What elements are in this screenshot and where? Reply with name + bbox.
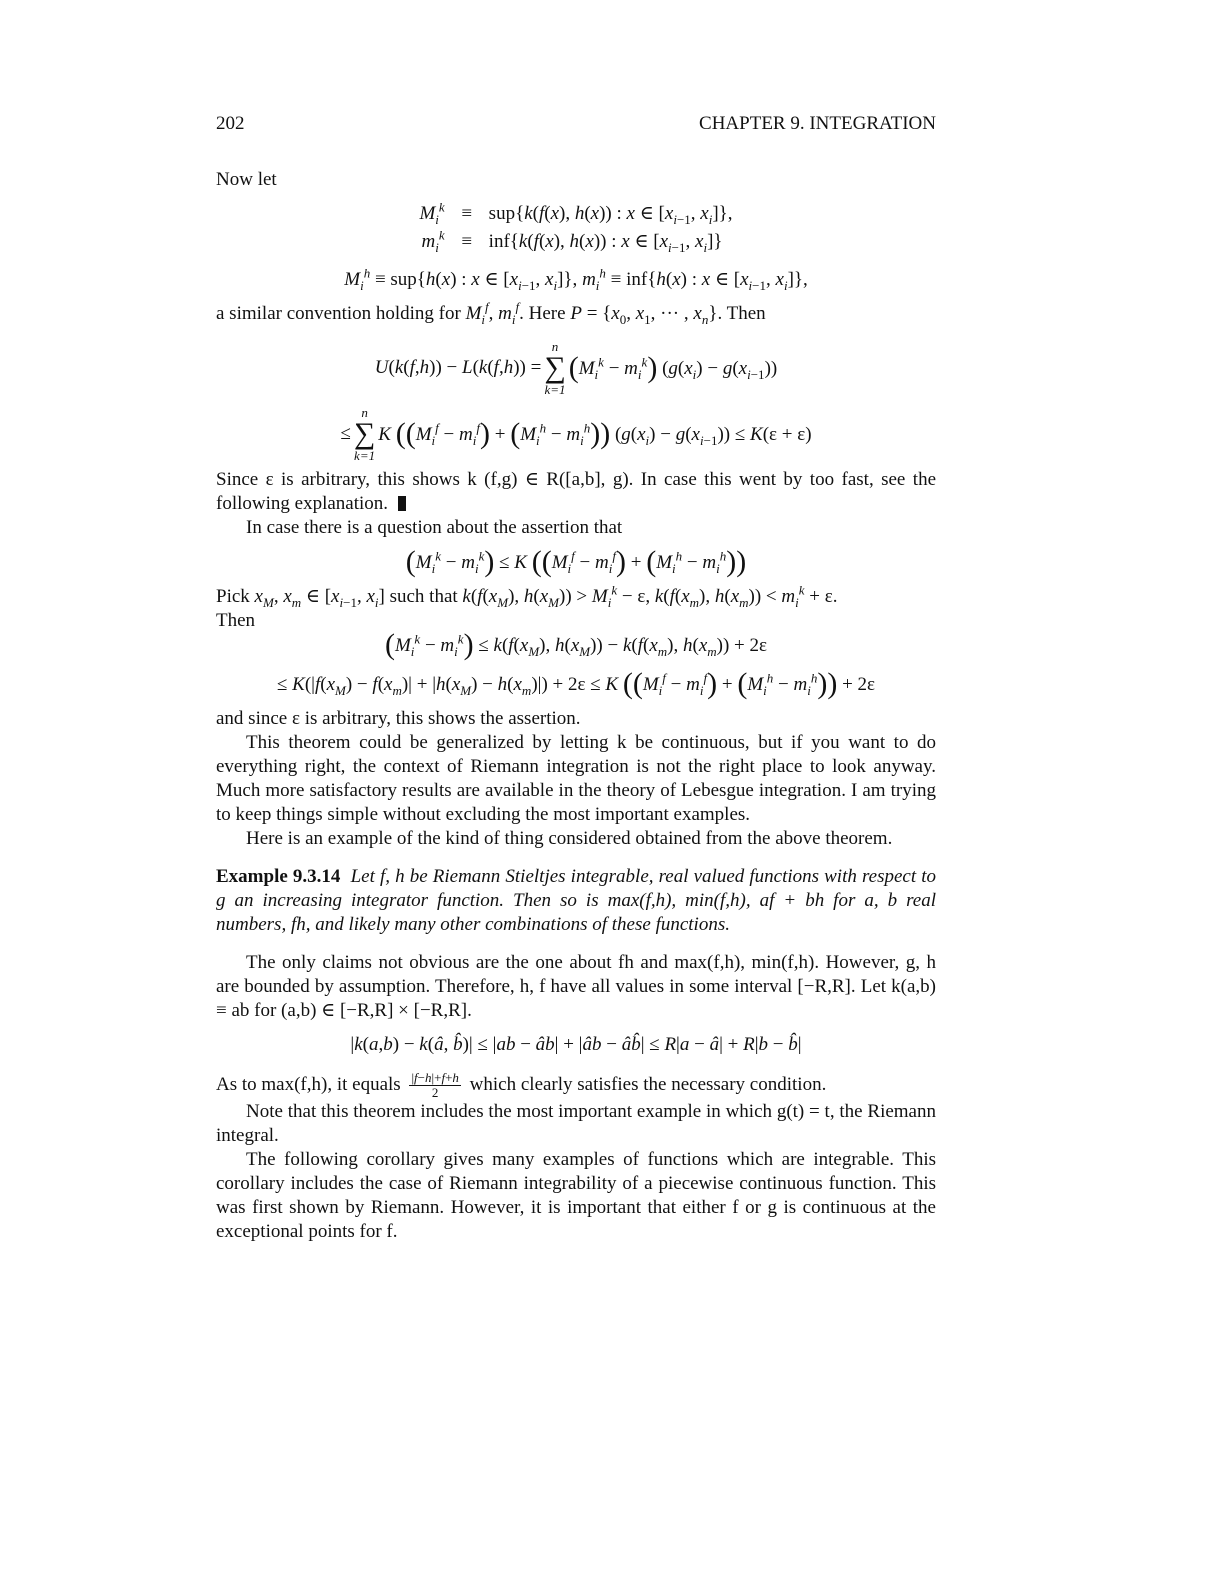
page-body	[216, 168, 936, 1244]
paragraph-generalization: This theorem could be generalized by letting k be continuous, but if you want to do everything right, the context of Riemann integration is not the right place to look anyway. Much more satisfactory results are available in the theory of Lebesgue integration. I am trying to keep things simple without excluding the most important examples.	[216, 732, 936, 825]
chapter-title: CHAPTER 9. INTEGRATION	[699, 113, 936, 134]
equation-upper-minus-lower: U(k(f,h)) − L(k(f,h)) = n ∑ k=1 $(M_i^k - m_i^k) (g(x_i) - g(x_{i-1}))$	[374, 339, 778, 397]
example-9-3-14	[216, 865, 936, 937]
paragraph-now-let: Now let	[216, 169, 277, 190]
qed-box-icon	[398, 496, 406, 511]
page-number: 202	[216, 113, 245, 134]
paragraph-question-assertion: In case there is a question about the assertion that	[246, 517, 623, 538]
paragraph-example-intro: Here is an example of the kind of thing considered obtained from the above theorem.	[246, 828, 893, 849]
paragraph-pick: Pick $x_M$, $x_m$ ∈ [$x_{i-1}$, $x_i$] such that $k(f(x_M)$, $h(x_M)) > M_i^k - \varepsilon$, $k(f(x_m)$, $h(x_m)) < m_i^k + \varepsilon$. Then	[216, 582, 838, 631]
example-label: Example 9.3.14	[216, 866, 341, 887]
paragraph-max: As to max(f,h), it equals $\frac{|f-h|+f+h}{2}$ which clearly satisfies the necessary condition.	[216, 1070, 827, 1100]
equation-assertion: $(M_i^k - m_i^k) \le K$ $((M_i^f - m_i^f) + (M_i^h - m_i^h))$	[405, 545, 747, 578]
paragraph-assertion-shown: and since ε is arbitrary, this shows the assertion.	[216, 708, 581, 729]
equation-Mk-mk-definitions: $M_i^k$ ≡ sup{k(f(x), h(x)) : x ∈ [$x_{i-1}$, $x_i$]}, $m_i^k$ ≡ inf{k(f(x), h(x)) : x ∈ [$x_{i-1}$, $x_i$]}	[419, 199, 733, 255]
equation-Mh-mh-definitions: $M_i^h \equiv sup\{h(x)$ : x ∈ [$x_{i-1}$, $x_i$]}, $m_i^h \equiv inf\{h(x)$ : x ∈ [$x_{i-1}$, $x_i$]},	[344, 265, 808, 293]
paragraph-convention: a similar convention holding for $M_i^f$, $m_i^f$. Here $P = \{x_0$, $x_1$, ··· , $x_n$}. Then	[216, 299, 766, 327]
paragraph-claims: The only claims not obvious are the one about fh and max(f,h), min(f,h). However, g, h are bounded by assumption. Therefore, h, f have all values in some interval [−R,R]. Let k(a,b) ≡ ab for (a,b) ∈ [−R,R] × [−R,R].	[216, 952, 936, 1021]
equation-product-estimate: |k(a,b) − k(â, b̂)| ≤ |ab − âb| + |âb − âb̂| ≤ R|a − â| + R|b − b̂|	[350, 1034, 802, 1055]
paragraph-riemann-integral: Note that this theorem includes the most important example in which g(t) = t, the Riemann integral.	[216, 1101, 936, 1146]
paragraph-corollary-intro: The following corollary gives many examples of functions which are integrable. This corollary includes the case of Riemann integrability of a piecewise continuous function. This was first shown by Riemann. However, it is important that either f or g is continuous at the exceptional points for f.	[216, 1149, 936, 1242]
paragraph-since-epsilon: Since ε is arbitrary, this shows k (f,g) ∈ R([a,b], g). In case this went by too fast, see the following explanation.	[216, 469, 936, 514]
equation-difference-estimate: $(M_i^k - m_i^k) \le k(f(x_M)$, $h(x_M)) - k(f(x_m)$, $h(x_m)) + 2\varepsilon$	[384, 628, 768, 661]
equation-upper-bound: ≤ n ∑ k=1 K $((M_i^f - m_i^f) + (M_i^h - m_i^h)) (g(x_i) - g(x_{i-1})) \le K(\varepsilon + \varepsilon)$	[340, 405, 812, 463]
example-statement: Let f, h be Riemann Stieltjes integrable, real valued functions with respect to g an increasing integrator function. Then so is max(f,h), min(f,h), af + bh for a, b real numbers, fh, and likely many other combinations of these functions.	[216, 866, 937, 935]
running-header	[216, 112, 936, 138]
equation-lipschitz-estimate: ≤ $K(|f(x_M) - f(x_m)| + |h(x_M) - h(x_m)|) + 2\varepsilon \le K$ $((M_i^f - m_i^f) + (M_i^h - m_i^h)) + 2\varepsilon$	[276, 667, 876, 700]
